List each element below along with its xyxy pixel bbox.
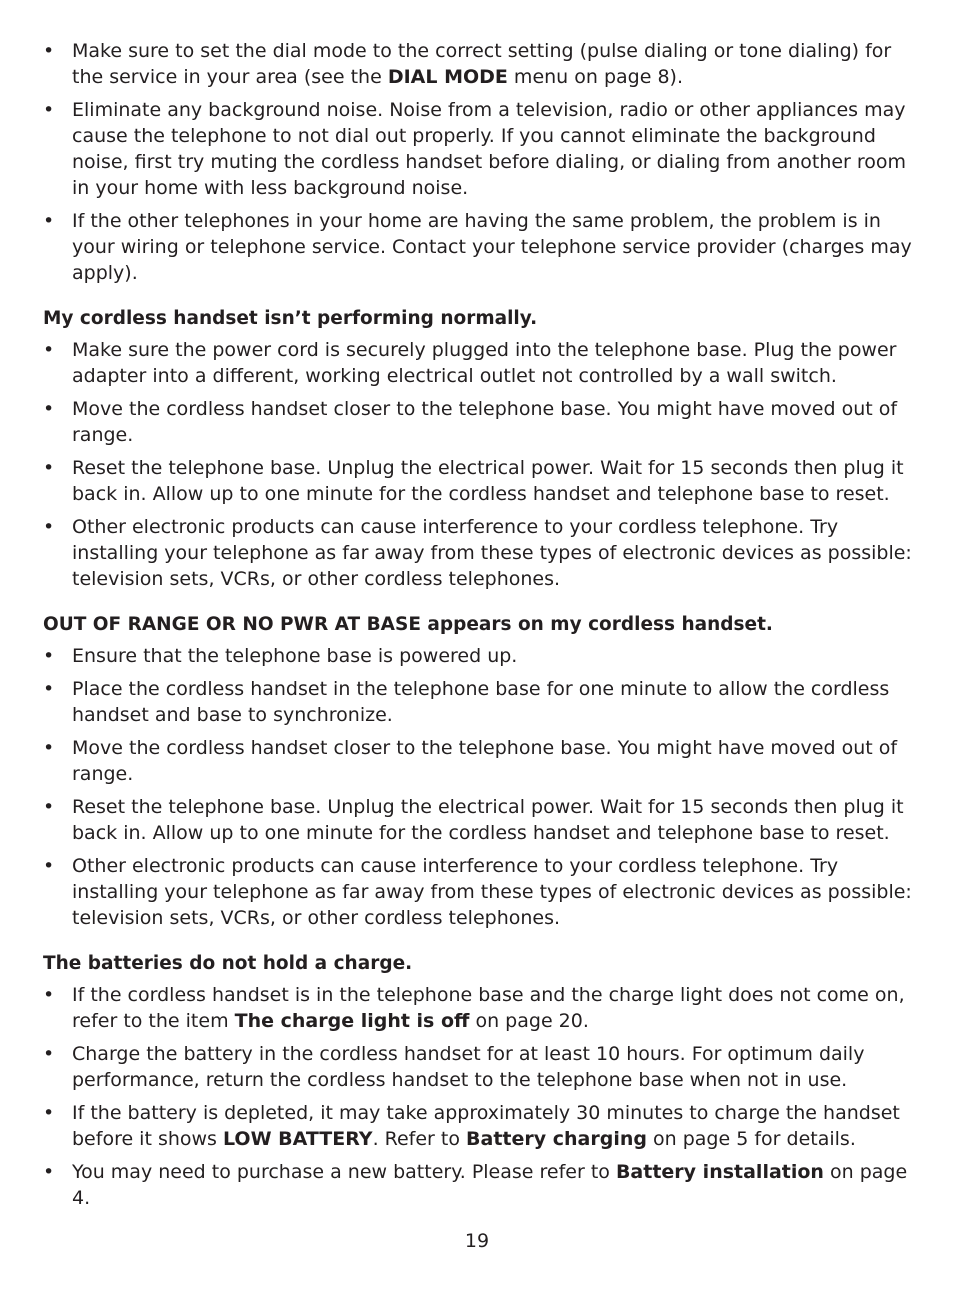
list-item: • Other electronic products can cause interference to your cordless telephone. Try installing your telephone as far away from these types of electronic devices as possible: television sets, VCRs, or other cordless telephones. xyxy=(43,514,913,592)
page-number: 19 xyxy=(464,1230,490,1252)
list-item: • Ensure that the telephone base is powered up. xyxy=(43,643,913,669)
intro-bullet-list xyxy=(43,38,913,286)
list-item: • Make sure to set the dial mode to the correct setting (pulse dialing or tone dialing) for the service in your area (see the DIAL MODE menu on page 8). xyxy=(43,38,913,90)
section-heading-out-of-range: OUT OF RANGE OR NO PWR AT BASE appears on my cordless handset. xyxy=(43,614,773,635)
list-item: • If the battery is depleted, it may take approximately 30 minutes to charge the handset before it shows LOW BATTERY. Refer to Battery charging on page 5 for details. xyxy=(43,1100,913,1152)
list-item: • Reset the telephone base. Unplug the electrical power. Wait for 15 seconds then plug it back in. Allow up to one minute for the cordless handset and telephone base to reset. xyxy=(43,455,913,507)
list-item: • Make sure the power cord is securely plugged into the telephone base. Plug the power adapter into a different, working electrical outlet not controlled by a wall switch. xyxy=(43,337,913,389)
section-heading-batteries: The batteries do not hold a charge. xyxy=(43,953,413,974)
handset-not-normal-bullet-list xyxy=(43,337,913,592)
batteries-bullet-list xyxy=(43,982,913,1211)
list-item: • Move the cordless handset closer to the telephone base. You might have moved out of range. xyxy=(43,735,913,787)
manual-page-content xyxy=(43,38,913,1218)
list-item: • If the other telephones in your home are having the same problem, the problem is in your wiring or telephone service. Contact your telephone service provider (charges may apply). xyxy=(43,208,913,286)
section-heading-handset-not-normal: My cordless handset isn’t performing normally. xyxy=(43,308,538,329)
list-item: • Other electronic products can cause interference to your cordless telephone. Try installing your telephone as far away from these types of electronic devices as possible: television sets, VCRs, or other cordless telephones. xyxy=(43,853,913,931)
list-item: • Charge the battery in the cordless handset for at least 10 hours. For optimum daily performance, return the cordless handset to the telephone base when not in use. xyxy=(43,1041,913,1093)
list-item: • If the cordless handset is in the telephone base and the charge light does not come on, refer to the item The charge light is off on page 20. xyxy=(43,982,913,1034)
list-item: • Eliminate any background noise. Noise from a television, radio or other appliances may cause the telephone to not dial out properly. If you cannot eliminate the background noise, first try muting the cordless handset before dialing, or dialing from another room in your home with less background noise. xyxy=(43,97,913,201)
list-item: • Move the cordless handset closer to the telephone base. You might have moved out of range. xyxy=(43,396,913,448)
list-item: • Reset the telephone base. Unplug the electrical power. Wait for 15 seconds then plug it back in. Allow up to one minute for the cordless handset and telephone base to reset. xyxy=(43,794,913,846)
out-of-range-bullet-list xyxy=(43,643,913,931)
list-item: • Place the cordless handset in the telephone base for one minute to allow the cordless handset and base to synchronize. xyxy=(43,676,913,728)
list-item: • You may need to purchase a new battery. Please refer to Battery installation on page 4. xyxy=(43,1159,913,1211)
